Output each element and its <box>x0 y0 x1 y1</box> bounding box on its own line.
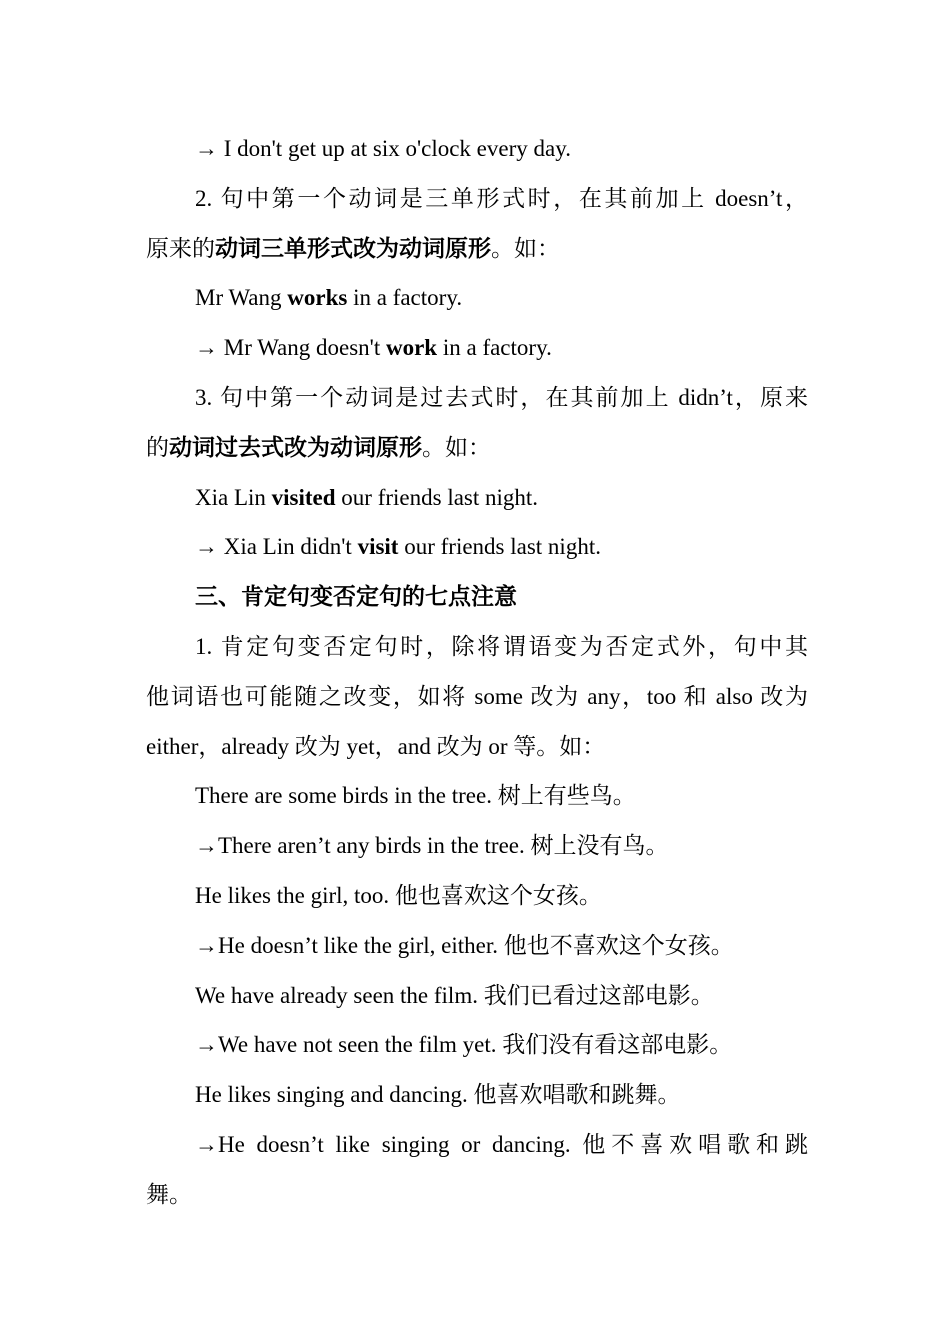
example-line: There are some birds in the tree. 树上有些鸟。 <box>195 783 636 809</box>
rule-3-bold: 动词过去式改为动词原形 <box>169 434 422 460</box>
example-line: →We have not seen the film yet. 我们没有看这部电影。 <box>195 1032 733 1058</box>
paragraph-1-line-1: 1. 肯定句变否定句时，除将谓语变为否定式外，句中其 <box>195 633 808 659</box>
rule-3-line-2 <box>146 423 808 473</box>
example-2-neg-pre: → Mr Wang doesn't <box>195 335 386 361</box>
example-2-pre: Mr Wang <box>195 285 288 311</box>
rule-2-line-1: 2. 句中第一个动词是三单形式时，在其前加上 doesn’t， <box>195 185 808 211</box>
example-line: He likes singing and dancing. 他喜欢唱歌和跳舞。 <box>195 1082 681 1108</box>
rule-2-text: 原来的 <box>146 235 215 261</box>
example-negative-line: → I don't get up at six o'clock every day. <box>195 136 571 161</box>
example-line: He likes the girl, too. 他也喜欢这个女孩。 <box>195 882 602 908</box>
last-example-line-1: →He doesn’t like singing or dancing. 他不喜欢唱歌和跳 <box>195 1131 808 1157</box>
rule-3-line-1: 3. 句中第一个动词是过去式时，在其前加上 didn’t，原来 <box>195 384 808 410</box>
example-3-post: our friends last night. <box>335 484 539 510</box>
rule-2-tail: 。如： <box>491 235 560 261</box>
example-2-neg-bold: work <box>385 335 438 361</box>
example-2 <box>146 273 808 323</box>
section-heading-text: 三、肯定句变否定句的七点注意 <box>195 584 517 610</box>
example-2-negative <box>146 323 808 373</box>
example-2-bold: works <box>287 285 348 311</box>
example-3 <box>146 473 808 523</box>
example-line: →There aren’t any birds in the tree. 树上没有鸟。 <box>195 833 669 859</box>
example-2-neg-post: in a factory. <box>437 335 552 361</box>
document-page <box>146 124 808 1220</box>
example-3-negative <box>146 522 808 572</box>
example-2-post: in a factory. <box>347 285 463 311</box>
example-3-neg-post: our friends last night. <box>398 534 601 560</box>
last-example-line-2: 舞。 <box>146 1181 192 1207</box>
paragraph-1-line-3: either，already 改为 yet，and 改为 or 等。如： <box>146 733 606 759</box>
paragraph-1-line-2: 他词语也可能随之改变，如将 some 改为 any，too 和 also 改为 <box>146 683 808 709</box>
example-3-neg-pre: → Xia Lin didn't <box>195 534 358 560</box>
rule-3-tail: 。如： <box>422 434 491 460</box>
example-line: →He doesn’t like the girl, either. 他也不喜欢这个女孩。 <box>195 932 734 958</box>
rule-2-bold: 动词三单形式改为动词原形 <box>215 235 491 261</box>
section-heading <box>146 572 808 622</box>
example-line: We have already seen the film. 我们已看过这部电影。 <box>195 982 714 1008</box>
rule-2-line-2 <box>146 224 808 274</box>
example-3-neg-bold: visit <box>357 534 399 560</box>
example-3-pre: Xia Lin <box>195 484 272 510</box>
rule-3-text: 的 <box>146 434 169 460</box>
example-3-bold: visited <box>271 484 336 510</box>
